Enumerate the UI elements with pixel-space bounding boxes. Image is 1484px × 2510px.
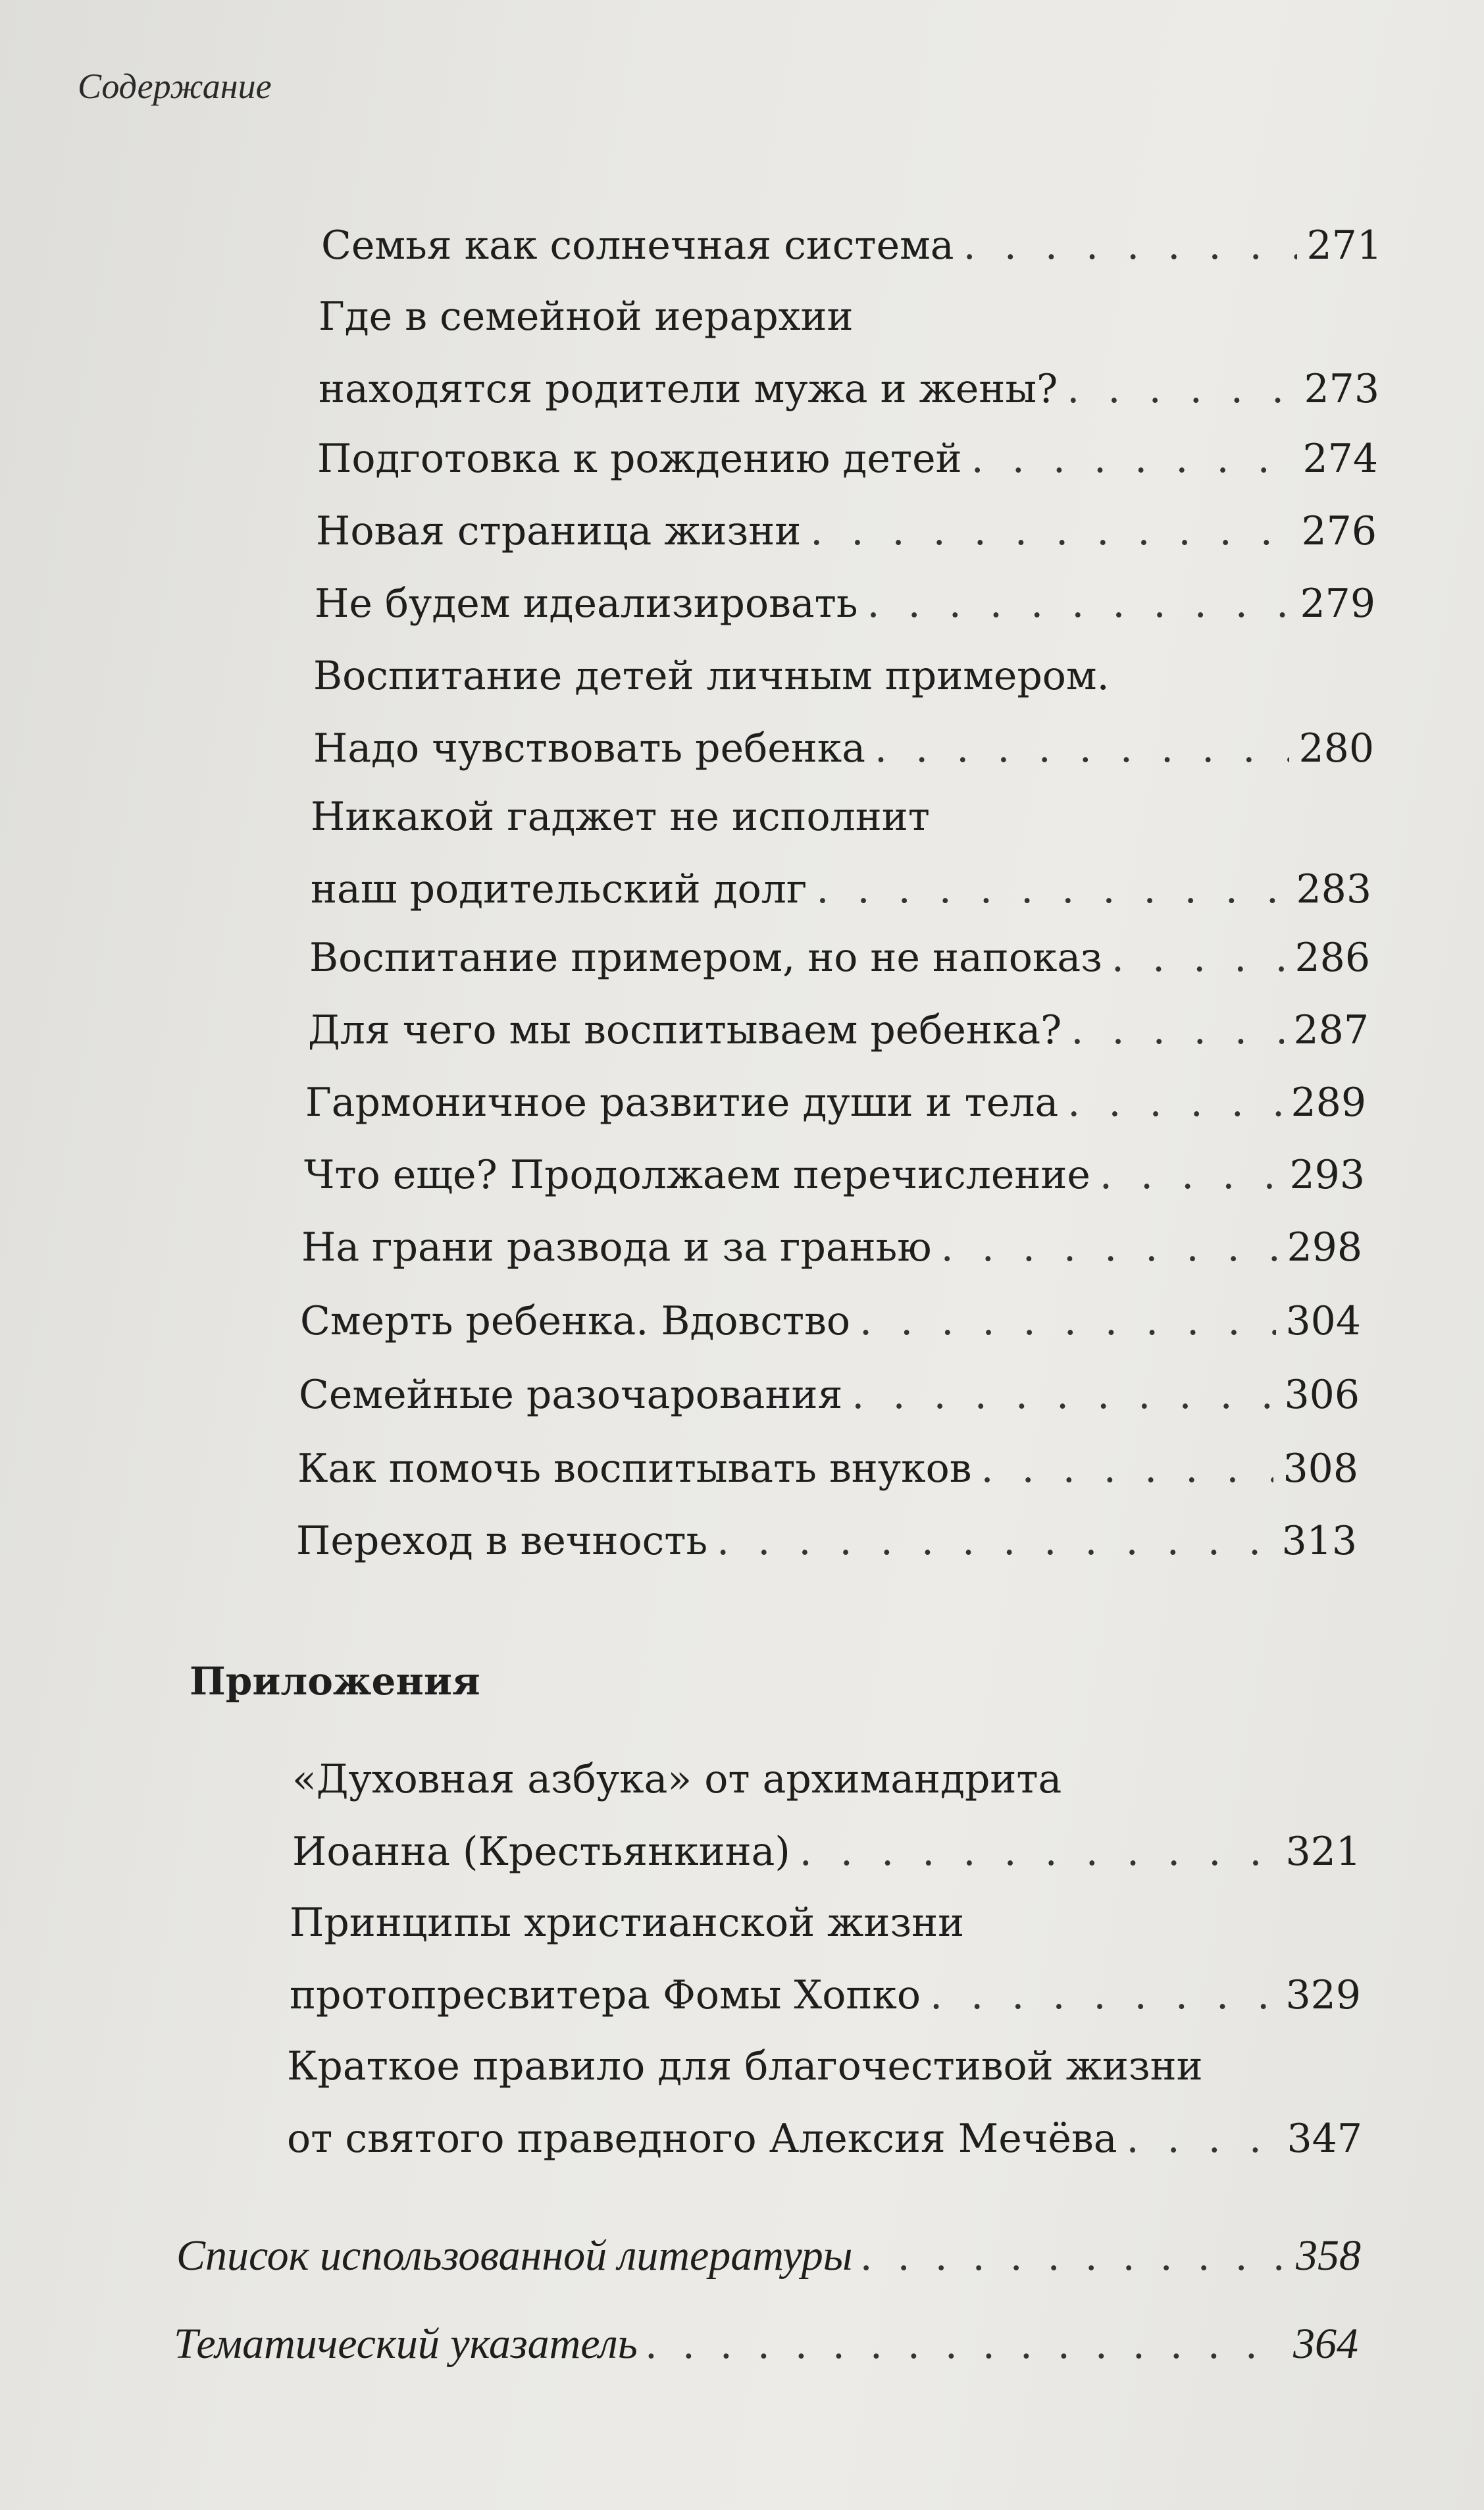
page-number: 280 — [1298, 725, 1374, 771]
toc-entry — [301, 1211, 1362, 1284]
page-number: 306 — [1284, 1372, 1360, 1418]
toc-entry — [317, 423, 1378, 495]
entry-title: Что еще? Продолжаем перечисление — [304, 1152, 1090, 1198]
entry-title: Семейные разочарования — [299, 1372, 843, 1418]
leader-dots — [981, 1432, 1273, 1505]
section-heading: Приложения — [190, 1659, 480, 1704]
page-number: 289 — [1291, 1080, 1366, 1126]
toc-entry — [174, 2308, 1358, 2380]
leader-dots — [1067, 353, 1294, 425]
toc-entry — [299, 1359, 1360, 1431]
page-number: 279 — [1300, 581, 1375, 627]
toc-entry — [290, 1887, 1361, 2031]
running-head: Содержание — [78, 66, 272, 106]
toc-entry — [319, 280, 1379, 425]
entry-title: Принципы христианской жизни — [290, 1900, 965, 1946]
toc-entry — [296, 1505, 1357, 1577]
entry-title: Никакой гаджет не исполнит — [311, 794, 930, 840]
entry-title: Новая страница жизни — [316, 508, 802, 554]
page-number: 271 — [1306, 222, 1382, 269]
leader-dots — [647, 2308, 1284, 2380]
page-number: 274 — [1302, 436, 1378, 482]
entry-title: Краткое правило для благочестивой жизни — [287, 2043, 1203, 2089]
entry-title: «Духовная азбука» от архимандрита — [292, 1756, 1062, 1802]
leader-dots — [941, 1211, 1278, 1284]
entry-title: Воспитание примером, но не напоказ — [309, 935, 1102, 981]
entry-title: Подготовка к рождению детей — [317, 436, 962, 482]
entry-title: Иоанна (Крестьянкина) — [292, 1829, 790, 1875]
leader-dots — [1071, 994, 1284, 1066]
page-number: 347 — [1287, 2116, 1362, 2162]
entry-title: Для чего мы воспитываем ребенка? — [308, 1007, 1062, 1053]
entry-title: Не будем идеализировать — [315, 581, 858, 627]
leader-dots — [717, 1505, 1272, 1577]
entry-title: протопресвитера Фомы Хопко — [290, 1972, 921, 2018]
entry-title: Тематический указатель — [174, 2320, 638, 2368]
leader-dots — [861, 2220, 1287, 2292]
toc-entry — [300, 1285, 1361, 1357]
entry-title: наш родительский долг — [311, 866, 807, 912]
toc-entry — [315, 567, 1375, 640]
toc-entry — [304, 1139, 1365, 1211]
page-number: 283 — [1296, 866, 1371, 912]
entry-title: На грани развода и за гранью — [301, 1224, 932, 1270]
page-number: 364 — [1293, 2320, 1358, 2368]
page-number: 358 — [1296, 2232, 1361, 2280]
toc-entry — [176, 2220, 1361, 2292]
leader-dots — [963, 209, 1298, 282]
page-number: 276 — [1301, 508, 1377, 554]
entry-title: Воспитание детей личным примером. — [313, 653, 1110, 699]
page-number: 329 — [1285, 1972, 1361, 2018]
toc-entry — [308, 994, 1369, 1066]
leader-dots — [800, 1816, 1277, 1888]
leader-dots — [930, 1959, 1277, 2031]
leader-dots — [816, 853, 1287, 926]
page-number: 287 — [1293, 1007, 1369, 1053]
leader-dots — [859, 1285, 1276, 1357]
leader-dots — [810, 495, 1292, 567]
toc-entry — [316, 495, 1377, 567]
toc-entry — [321, 209, 1382, 282]
page-number: 304 — [1285, 1298, 1361, 1344]
page-number: 293 — [1289, 1152, 1365, 1198]
entry-title: Список использованной литературы — [176, 2232, 853, 2280]
leader-dots — [867, 567, 1291, 640]
entry-title: Где в семейной иерархии — [319, 294, 854, 340]
entry-title: находятся родители мужа и жены? — [319, 366, 1058, 412]
leader-dots — [1100, 1139, 1281, 1211]
page-number: 298 — [1287, 1224, 1362, 1270]
toc-entry — [311, 781, 1371, 926]
entry-title: Смерть ребенка. Вдовство — [300, 1298, 851, 1344]
page-number: 313 — [1281, 1518, 1357, 1564]
entry-title: Надо чувствовать ребенка — [313, 725, 865, 771]
page-number: 286 — [1294, 935, 1370, 981]
page-number: 308 — [1283, 1446, 1358, 1492]
entry-title: Гармоничное развитие души и тела — [305, 1080, 1059, 1126]
leader-dots — [1112, 922, 1286, 994]
toc-entry — [287, 2030, 1362, 2175]
toc-entry — [292, 1743, 1361, 1888]
toc-entry — [309, 922, 1370, 994]
entry-title: Семья как солнечная система — [321, 222, 954, 269]
leader-dots — [1126, 2103, 1277, 2175]
leader-dots — [875, 712, 1289, 785]
leader-dots — [1067, 1066, 1281, 1139]
entry-title: от святого праведного Алексия Мечёва — [287, 2116, 1117, 2162]
page-number: 321 — [1285, 1829, 1361, 1875]
entry-title: Переход в вечность — [296, 1518, 708, 1564]
leader-dots — [852, 1359, 1275, 1431]
leader-dots — [971, 423, 1294, 495]
toc-entry — [305, 1066, 1366, 1139]
page-number: 273 — [1304, 366, 1379, 412]
entry-title: Как помочь воспитывать внуков — [297, 1446, 972, 1492]
toc-entry — [313, 640, 1374, 785]
toc-entry — [297, 1432, 1358, 1505]
